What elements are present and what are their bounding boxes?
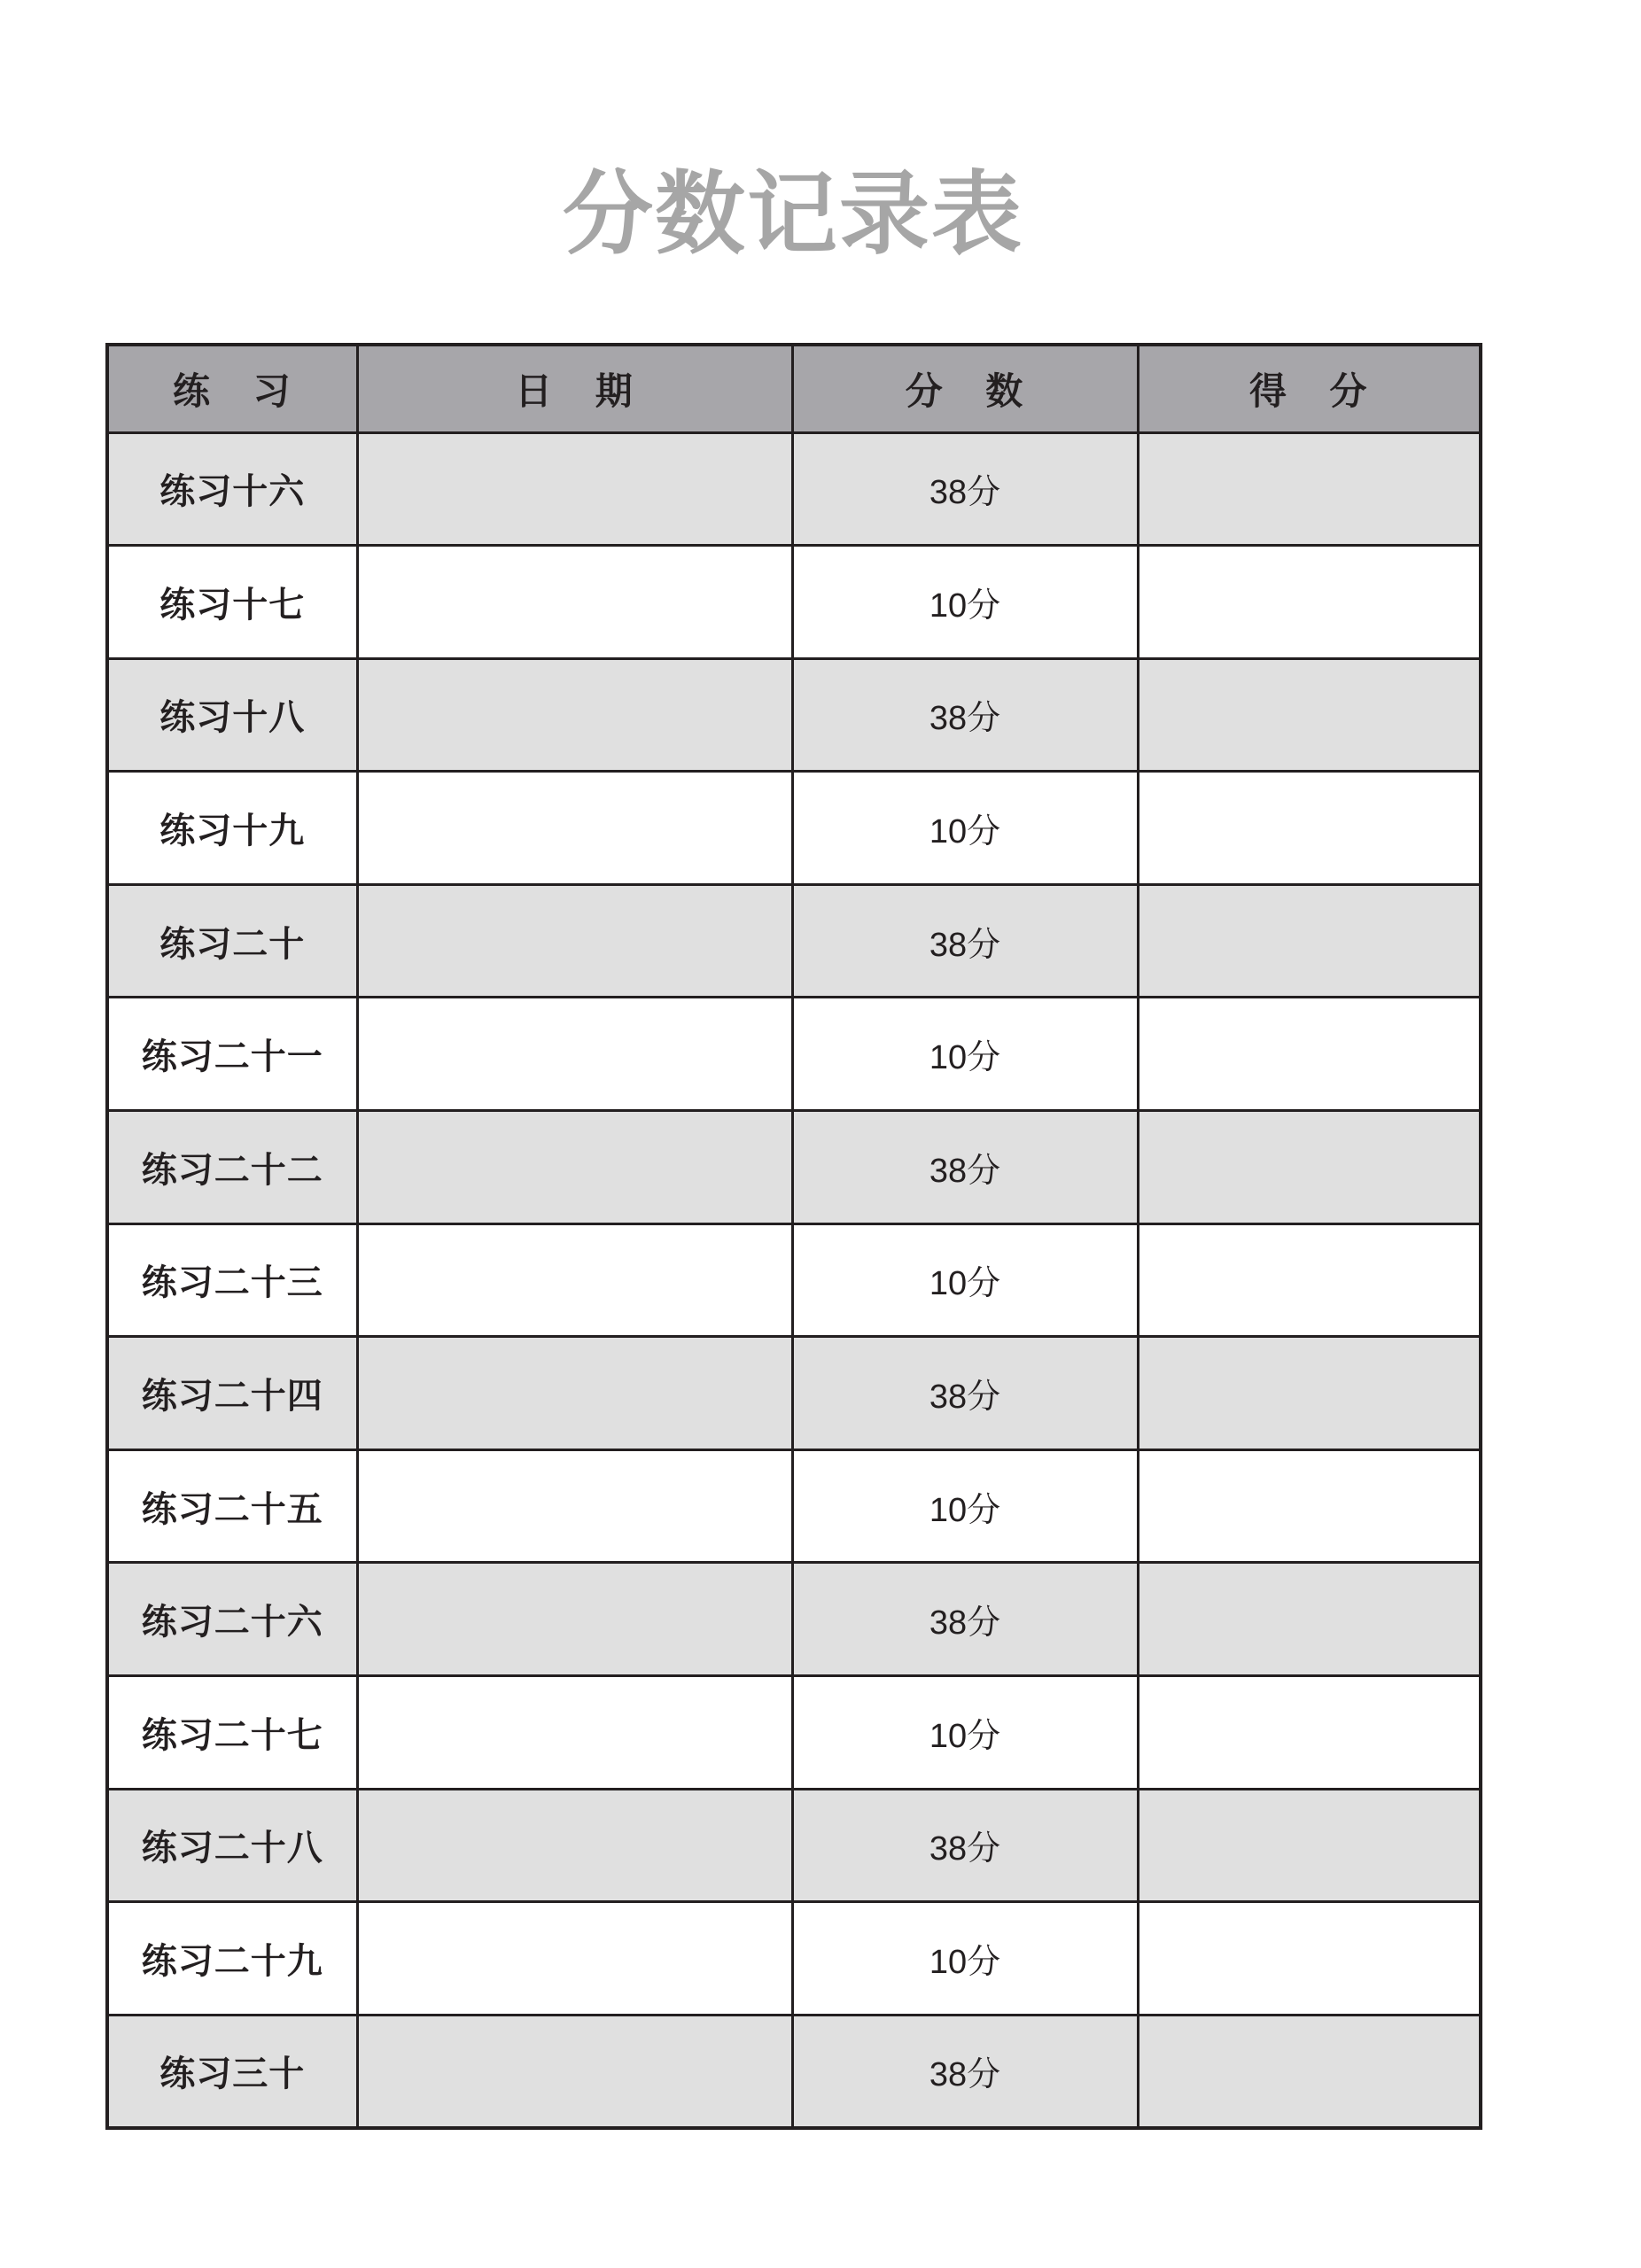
points-cell: 10分 bbox=[792, 1449, 1138, 1563]
date-cell[interactable] bbox=[357, 998, 792, 1111]
date-cell[interactable] bbox=[357, 884, 792, 998]
exercise-cell: 练习二十六 bbox=[107, 1563, 357, 1676]
date-cell[interactable] bbox=[357, 546, 792, 659]
score-cell[interactable] bbox=[1138, 772, 1481, 885]
exercise-cell: 练习二十九 bbox=[107, 1902, 357, 2016]
score-cell[interactable] bbox=[1138, 1676, 1481, 1790]
table-row bbox=[107, 1111, 1481, 1224]
table-row bbox=[107, 998, 1481, 1111]
date-cell[interactable] bbox=[357, 2015, 792, 2128]
date-cell[interactable] bbox=[357, 1111, 792, 1224]
score-cell[interactable] bbox=[1138, 2015, 1481, 2128]
points-cell: 38分 bbox=[792, 1337, 1138, 1450]
points-cell: 38分 bbox=[792, 1789, 1138, 1902]
header-score: 得 分 bbox=[1138, 345, 1481, 432]
page-title: 分数记录表 bbox=[563, 162, 1023, 268]
header-points: 分 数 bbox=[792, 345, 1138, 432]
exercise-cell: 练习三十 bbox=[107, 2015, 357, 2128]
points-cell: 38分 bbox=[792, 1111, 1138, 1224]
table-row bbox=[107, 884, 1481, 998]
points-cell: 10分 bbox=[792, 1223, 1138, 1337]
header-date: 日 期 bbox=[357, 345, 792, 432]
table-row bbox=[107, 1563, 1481, 1676]
points-cell: 38分 bbox=[792, 1563, 1138, 1676]
table-row bbox=[107, 432, 1481, 546]
table-row bbox=[107, 772, 1481, 885]
score-cell[interactable] bbox=[1138, 546, 1481, 659]
exercise-cell: 练习二十一 bbox=[107, 998, 357, 1111]
points-cell: 10分 bbox=[792, 546, 1138, 659]
table-row bbox=[107, 2015, 1481, 2128]
date-cell[interactable] bbox=[357, 1902, 792, 2016]
points-cell: 10分 bbox=[792, 998, 1138, 1111]
score-cell[interactable] bbox=[1138, 1111, 1481, 1224]
points-cell: 10分 bbox=[792, 1676, 1138, 1790]
table-row bbox=[107, 1337, 1481, 1450]
points-cell: 10分 bbox=[792, 1902, 1138, 2016]
exercise-cell: 练习二十五 bbox=[107, 1449, 357, 1563]
exercise-cell: 练习十九 bbox=[107, 772, 357, 885]
exercise-cell: 练习十八 bbox=[107, 658, 357, 772]
header-exercise: 练 习 bbox=[107, 345, 357, 432]
score-cell[interactable] bbox=[1138, 998, 1481, 1111]
score-cell[interactable] bbox=[1138, 884, 1481, 998]
date-cell[interactable] bbox=[357, 1449, 792, 1563]
date-cell[interactable] bbox=[357, 1789, 792, 1902]
table-header-row bbox=[107, 345, 1481, 432]
score-record-table bbox=[105, 343, 1482, 2130]
table-row bbox=[107, 1449, 1481, 1563]
score-cell[interactable] bbox=[1138, 1902, 1481, 2016]
table-row bbox=[107, 1789, 1481, 1902]
date-cell[interactable] bbox=[357, 432, 792, 546]
score-cell[interactable] bbox=[1138, 1223, 1481, 1337]
score-cell[interactable] bbox=[1138, 658, 1481, 772]
points-cell: 38分 bbox=[792, 2015, 1138, 2128]
date-cell[interactable] bbox=[357, 658, 792, 772]
score-cell[interactable] bbox=[1138, 1337, 1481, 1450]
exercise-cell: 练习二十二 bbox=[107, 1111, 357, 1224]
score-cell[interactable] bbox=[1138, 432, 1481, 546]
score-cell[interactable] bbox=[1138, 1449, 1481, 1563]
points-cell: 38分 bbox=[792, 432, 1138, 546]
exercise-cell: 练习二十三 bbox=[107, 1223, 357, 1337]
date-cell[interactable] bbox=[357, 1223, 792, 1337]
score-cell[interactable] bbox=[1138, 1563, 1481, 1676]
points-cell: 38分 bbox=[792, 884, 1138, 998]
date-cell[interactable] bbox=[357, 772, 792, 885]
table-row bbox=[107, 1902, 1481, 2016]
points-cell: 38分 bbox=[792, 658, 1138, 772]
date-cell[interactable] bbox=[357, 1337, 792, 1450]
score-cell[interactable] bbox=[1138, 1789, 1481, 1902]
points-cell: 10分 bbox=[792, 772, 1138, 885]
table-row bbox=[107, 658, 1481, 772]
exercise-cell: 练习二十七 bbox=[107, 1676, 357, 1790]
table-row bbox=[107, 1223, 1481, 1337]
exercise-cell: 练习十七 bbox=[107, 546, 357, 659]
date-cell[interactable] bbox=[357, 1563, 792, 1676]
table-row bbox=[107, 1676, 1481, 1790]
exercise-cell: 练习十六 bbox=[107, 432, 357, 546]
exercise-cell: 练习二十 bbox=[107, 884, 357, 998]
exercise-cell: 练习二十四 bbox=[107, 1337, 357, 1450]
table-row bbox=[107, 546, 1481, 659]
date-cell[interactable] bbox=[357, 1676, 792, 1790]
exercise-cell: 练习二十八 bbox=[107, 1789, 357, 1902]
